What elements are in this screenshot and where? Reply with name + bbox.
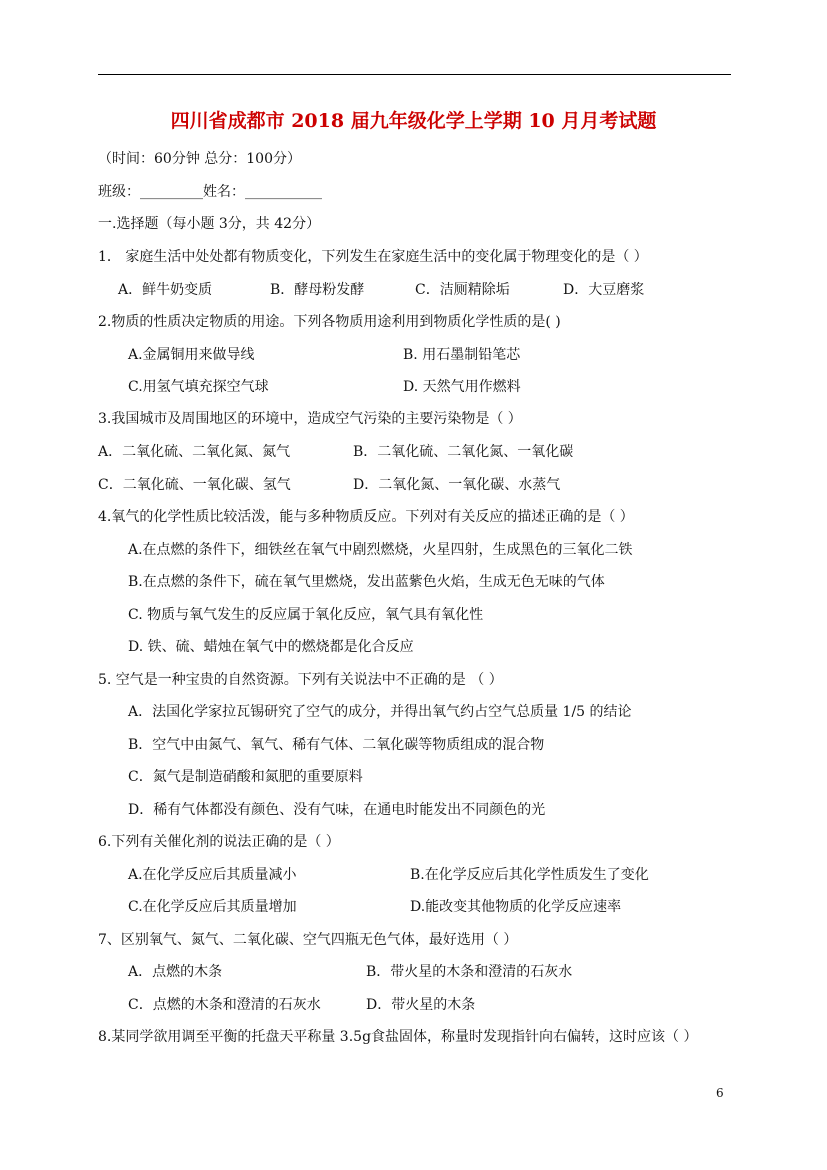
question-4-option-d: D. 铁、硫、蜡烛在氧气中的燃烧都是化合反应 bbox=[128, 639, 414, 655]
question-6-option-c: C.在化学反应后其质量增加 bbox=[128, 899, 297, 915]
question-1-option-d: D．大豆磨浆 bbox=[563, 282, 645, 298]
question-5-stem: 5. 空气是一种宝贵的自然资源。下列有关说法中不正确的是 （ ） bbox=[98, 672, 503, 688]
document-title: 四川省成都市 2018 届九年级化学上学期 10 月月考试题 bbox=[170, 110, 657, 132]
question-3-stem: 3.我国城市及周围地区的环境中，造成空气污染的主要污染物是（ ） bbox=[98, 411, 522, 427]
section-heading: 一.选择题（每小题 3分，共 42分） bbox=[98, 216, 321, 232]
question-7-option-d: D．带火星的木条 bbox=[366, 997, 476, 1013]
question-4-option-c: C. 物质与氧气发生的反应属于氧化反应，氧气具有氧化性 bbox=[128, 607, 484, 623]
question-2-stem: 2.物质的性质决定物质的用途。下列各物质用途利用到物质化学性质的是( ) bbox=[98, 314, 561, 330]
question-3-option-d: D．二氧化氮、一氧化碳、水蒸气 bbox=[353, 477, 561, 493]
question-6-option-a: A.在化学反应后其质量减小 bbox=[128, 867, 297, 883]
question-4-option-a: A.在点燃的条件下，细铁丝在氧气中剧烈燃烧，火星四射，生成黑色的三氧化二铁 bbox=[128, 542, 633, 558]
question-4-option-b: B.在点燃的条件下，硫在氧气里燃烧，发出蓝紫色火焰，生成无色无味的气体 bbox=[128, 574, 605, 590]
question-3-option-b: B．二氧化硫、二氧化氮、一氧化碳 bbox=[353, 444, 574, 460]
question-2-option-a: A.金属铜用来做导线 bbox=[128, 347, 255, 363]
question-1-option-b: B．酵母粉发酵 bbox=[270, 282, 365, 298]
class-name-line: 班级：_________姓名：___________ bbox=[98, 184, 322, 200]
question-1-stem: 1． 家庭生活中处处都有物质变化，下列发生在家庭生活中的变化属于物理变化的是（ ） bbox=[98, 249, 648, 265]
question-6-stem: 6.下列有关催化剂的说法正确的是（ ） bbox=[98, 834, 340, 850]
question-2-option-d: D. 天然气用作燃料 bbox=[403, 379, 521, 395]
page-number: 6 bbox=[716, 1086, 724, 1100]
question-7-stem: 7、区别氧气、氮气、二氧化碳、空气四瓶无色气体，最好选用（ ） bbox=[98, 932, 518, 948]
question-1-option-a: A．鲜牛奶变质 bbox=[118, 282, 213, 298]
question-1-option-c: C．洁厕精除垢 bbox=[415, 282, 510, 298]
header-rule bbox=[98, 74, 731, 75]
question-5-option-c: C．氮气是制造硝酸和氮肥的重要原料 bbox=[128, 769, 363, 785]
question-3-option-c: C．二氧化硫、一氧化碳、氢气 bbox=[98, 477, 291, 493]
question-6-option-b: B.在化学反应后其化学性质发生了变化 bbox=[410, 867, 649, 883]
question-4-stem: 4.氧气的化学性质比较活泼，能与多种物质反应。下列对有关反应的描述正确的是（ ） bbox=[98, 509, 634, 525]
question-7-option-c: C．点燃的木条和澄清的石灰水 bbox=[128, 997, 321, 1013]
question-6-option-d: D.能改变其他物质的化学反应速率 bbox=[410, 899, 622, 915]
time-info: （时间：60分钟 总分：100分） bbox=[98, 151, 301, 167]
question-2-option-c: C.用氢气填充探空气球 bbox=[128, 379, 269, 395]
question-3-option-a: A．二氧化硫、二氧化氮、氮气 bbox=[98, 444, 291, 460]
question-5-option-b: B．空气中由氮气、氧气、稀有气体、二氧化碳等物质组成的混合物 bbox=[128, 737, 545, 753]
question-8-stem: 8.某同学欲用调至平衡的托盘天平称量 3.5g食盐固体，称量时发现指针向右偏转，这时应该（ ） bbox=[98, 1029, 698, 1045]
question-5-option-d: D．稀有气体都没有颜色、没有气味，在通电时能发出不同颜色的光 bbox=[128, 802, 546, 818]
question-5-option-a: A．法国化学家拉瓦锡研究了空气的成分，并得出氧气约占空气总质量 1/5 的结论 bbox=[128, 704, 632, 720]
question-7-option-b: B．带火星的木条和澄清的石灰水 bbox=[366, 964, 573, 980]
question-2-option-b: B. 用石墨制铅笔芯 bbox=[403, 347, 521, 363]
question-7-option-a: A．点燃的木条 bbox=[128, 964, 223, 980]
